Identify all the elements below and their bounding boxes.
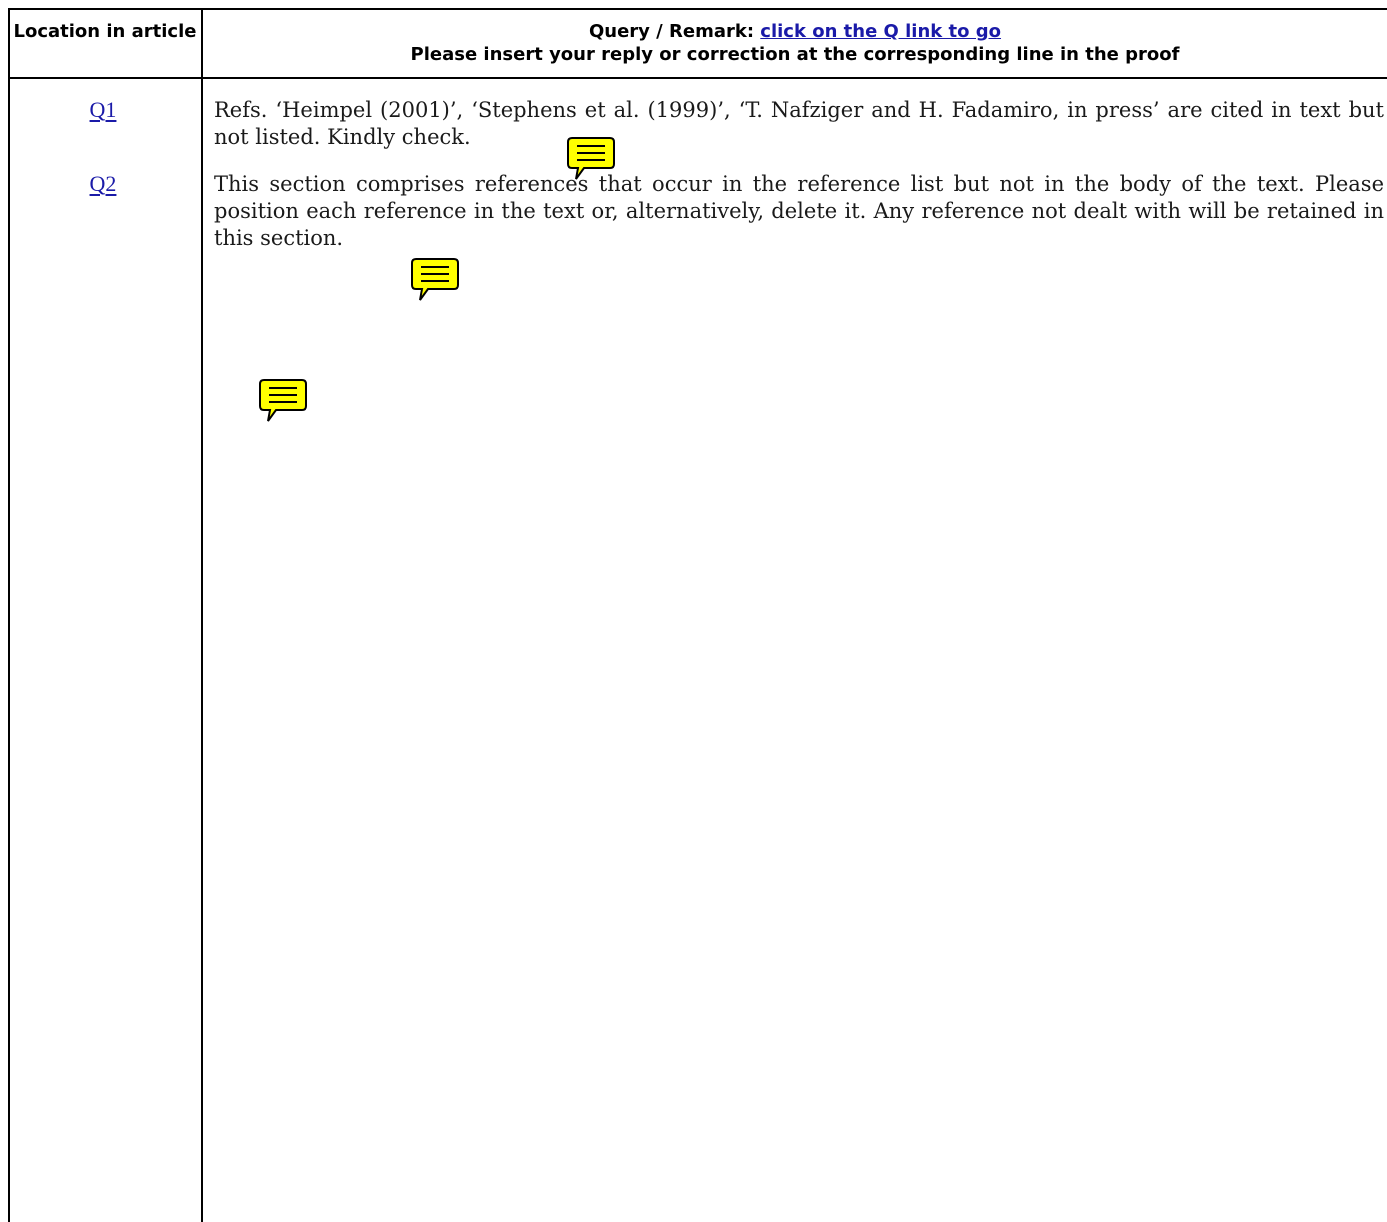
query-column-header xyxy=(203,20,1387,66)
query-header-line xyxy=(203,20,1387,43)
query-link-q2[interactable]: Q2 xyxy=(89,171,117,196)
comment-note-icon[interactable] xyxy=(566,135,616,185)
query-remark-q1: Refs. ‘Heimpel (2001)’, ‘Stephens et al. (1999)’, ‘T. Nafziger and H. Fadamiro, in press’ are cited in text but not listed. Kindly check. xyxy=(214,98,1384,149)
q-link-instruction-link[interactable]: click on the Q link to go xyxy=(760,21,1002,42)
table-border-left xyxy=(8,8,10,1222)
query-header-prefix: Query / Remark: xyxy=(588,21,761,42)
reply-instruction: Please insert your reply or correction at the corresponding line in the proof xyxy=(410,44,1180,65)
location-column-header: Location in article xyxy=(13,21,197,42)
comment-note-icon[interactable] xyxy=(258,377,308,427)
comment-note-icon[interactable] xyxy=(410,256,460,306)
table-header-divider xyxy=(8,77,1387,79)
query-remark-q2: This section comprises references that occur in the reference list but not in the body of the text. Please position each reference in the text or, alternatively, delete it. Any reference not dealt with will be retained in this section. xyxy=(214,172,1384,250)
table-column-divider xyxy=(201,8,203,1222)
query-link-q1[interactable]: Q1 xyxy=(89,97,117,122)
table-border-top xyxy=(8,8,1387,10)
